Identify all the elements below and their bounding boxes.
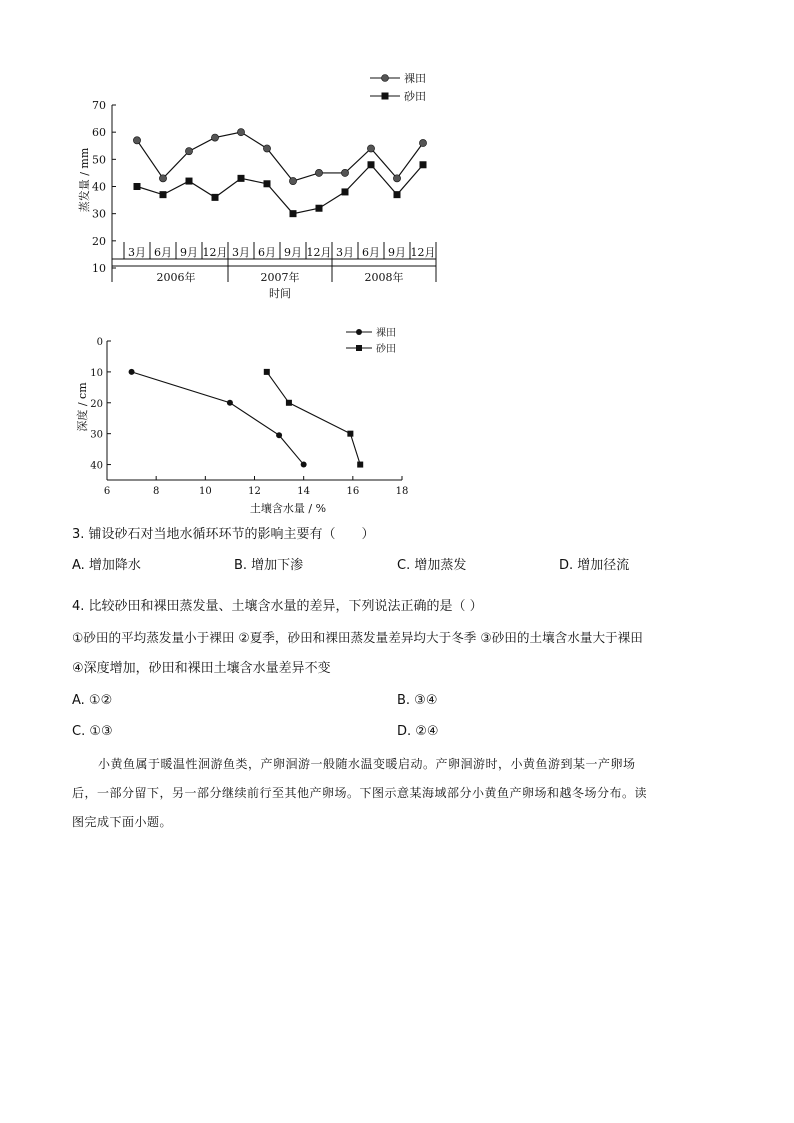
data-point-sand [160, 191, 167, 198]
data-point-sand [134, 183, 141, 190]
x-tick-label: 6 [103, 486, 111, 497]
data-point-sand [290, 210, 297, 217]
q3-option-c[interactable]: C. 增加蒸发 [397, 558, 467, 573]
year-label: 2006年 [156, 271, 196, 284]
x-axis-label: 时间 [269, 287, 291, 300]
question-3-stem: 3. 铺设砂石对当地水循环环节的影响主要有（ ） [72, 527, 375, 542]
x-tick-label: 16 [346, 486, 360, 497]
x-tick-label: 6月 [362, 246, 380, 259]
x-tick-label: 12月 [202, 246, 228, 259]
legend-marker-bare [382, 75, 389, 82]
y-tick-label: 20 [90, 398, 103, 410]
q4-statements-line2: ④深度增加，砂田和裸田土壤含水量差异不变 [72, 661, 331, 676]
q4-option-b[interactable]: B. ③④ [397, 693, 438, 708]
x-tick-label: 9月 [388, 246, 406, 259]
data-point-bare [315, 169, 322, 176]
data-point-sand [264, 180, 271, 187]
y-tick-label: 50 [92, 153, 106, 167]
data-point-sand [342, 188, 349, 195]
series-line-sand [137, 165, 423, 214]
data-point-bare [263, 145, 270, 152]
series-line-bare [137, 132, 423, 181]
x-axis-ticks [112, 242, 436, 300]
x-tick-label: 6月 [154, 246, 172, 259]
y-tick-label: 60 [92, 126, 106, 140]
data-point-sand [264, 369, 270, 375]
y-tick-label: 30 [92, 207, 106, 221]
series-line-sand [267, 372, 360, 465]
x-axis-ticks [104, 476, 409, 497]
data-point-sand [186, 178, 193, 185]
y-tick-label: 10 [90, 367, 103, 379]
data-point-sand [212, 194, 219, 201]
data-point-bare [227, 400, 233, 406]
data-point-bare [129, 369, 135, 375]
q4-option-c[interactable]: C. ①③ [72, 724, 113, 739]
data-point-bare [237, 129, 244, 136]
q4-statements-line1: ①砂田的平均蒸发量小于裸田 ②夏季，砂田和裸田蒸发量差异均大于冬季 ③砂田的土壤含水量大于裸田 [72, 630, 643, 645]
y-axis-label: 蒸发量 / mm [78, 147, 91, 213]
year-label: 2007年 [260, 271, 300, 284]
data-point-bare [276, 432, 282, 438]
q4-option-a[interactable]: A. ①② [72, 693, 113, 708]
data-point-bare [289, 177, 296, 184]
data-point-sand [286, 400, 292, 406]
q3-option-a[interactable]: A. 增加降水 [72, 558, 141, 573]
data-point-sand [368, 161, 375, 168]
y-tick-label: 40 [92, 180, 106, 194]
y-axis-label: 深度 / cm [76, 382, 89, 432]
soil-moisture-chart [70, 322, 430, 522]
q3-option-b[interactable]: B. 增加下渗 [234, 558, 304, 573]
legend-label-bare: 裸田 [404, 72, 426, 85]
y-tick-label: 20 [92, 234, 106, 248]
y-tick-label: 10 [92, 262, 106, 275]
data-point-bare [393, 175, 400, 182]
data-point-bare [419, 139, 426, 146]
data-point-sand [420, 161, 427, 168]
x-tick-label: 9月 [284, 246, 302, 259]
y-tick-label: 0 [96, 337, 103, 348]
data-point-bare [185, 148, 192, 155]
x-tick-label: 12月 [306, 246, 332, 259]
question-4-stem: 4. 比较砂田和裸田蒸发量、土壤含水量的差异，下列说法正确的是（ ） [72, 599, 483, 614]
data-point-bare [341, 169, 348, 176]
data-point-sand [394, 191, 401, 198]
evaporation-chart [70, 68, 450, 308]
data-point-bare [159, 175, 166, 182]
data-point-sand [347, 431, 353, 437]
x-tick-label: 12月 [410, 246, 436, 259]
data-point-sand [357, 462, 363, 468]
legend-label-bare: 裸田 [376, 328, 396, 339]
passage-line-2: 后，一部分留下，另一部分继续前行至其他产卵场。下图示意某海域部分小黄鱼产卵场和越冬场分布。读 [72, 786, 648, 800]
reading-passage [72, 750, 722, 837]
y-tick-label: 40 [90, 460, 103, 472]
data-point-sand [238, 175, 245, 182]
x-tick-label: 3月 [232, 246, 250, 259]
x-tick-label: 12 [248, 486, 261, 497]
x-tick-label: 9月 [180, 246, 198, 259]
series-group [129, 369, 364, 468]
legend-label-sand: 砂田 [404, 90, 426, 103]
passage-line-3: 图完成下面小题。 [72, 815, 173, 829]
legend-label-sand: 砂田 [376, 344, 396, 355]
x-tick-label: 3月 [128, 246, 146, 259]
x-tick-label: 18 [395, 486, 409, 497]
passage-line-1: 小黄鱼属于暖温性洄游鱼类，产卵洄游一般随水温变暖启动。产卵洄游时，小黄鱼游到某一产卵场 [98, 757, 636, 771]
series-group [133, 129, 426, 218]
legend-marker-sand [382, 93, 389, 100]
x-tick-label: 6月 [258, 246, 276, 259]
y-axis-ticks [90, 337, 111, 480]
x-axis-label: 土壤含水量 / % [249, 502, 327, 515]
data-point-bare [301, 462, 307, 468]
x-tick-label: 3月 [336, 246, 354, 259]
legend [370, 72, 426, 103]
series-line-bare [132, 372, 304, 465]
q4-option-d[interactable]: D. ②④ [397, 724, 439, 739]
x-tick-label: 10 [198, 486, 212, 497]
data-point-bare [133, 137, 140, 144]
data-point-bare [367, 145, 374, 152]
legend-marker-sand [356, 345, 362, 351]
data-point-bare [211, 134, 218, 141]
legend [346, 327, 396, 355]
q3-option-d[interactable]: D. 增加径流 [559, 558, 630, 573]
data-point-sand [316, 205, 323, 212]
legend-marker-bare [356, 329, 362, 335]
y-tick-label: 30 [90, 429, 103, 441]
y-tick-label: 70 [92, 99, 106, 112]
x-tick-label: 8 [152, 486, 160, 497]
year-label: 2008年 [364, 271, 404, 284]
x-tick-label: 14 [297, 486, 311, 497]
